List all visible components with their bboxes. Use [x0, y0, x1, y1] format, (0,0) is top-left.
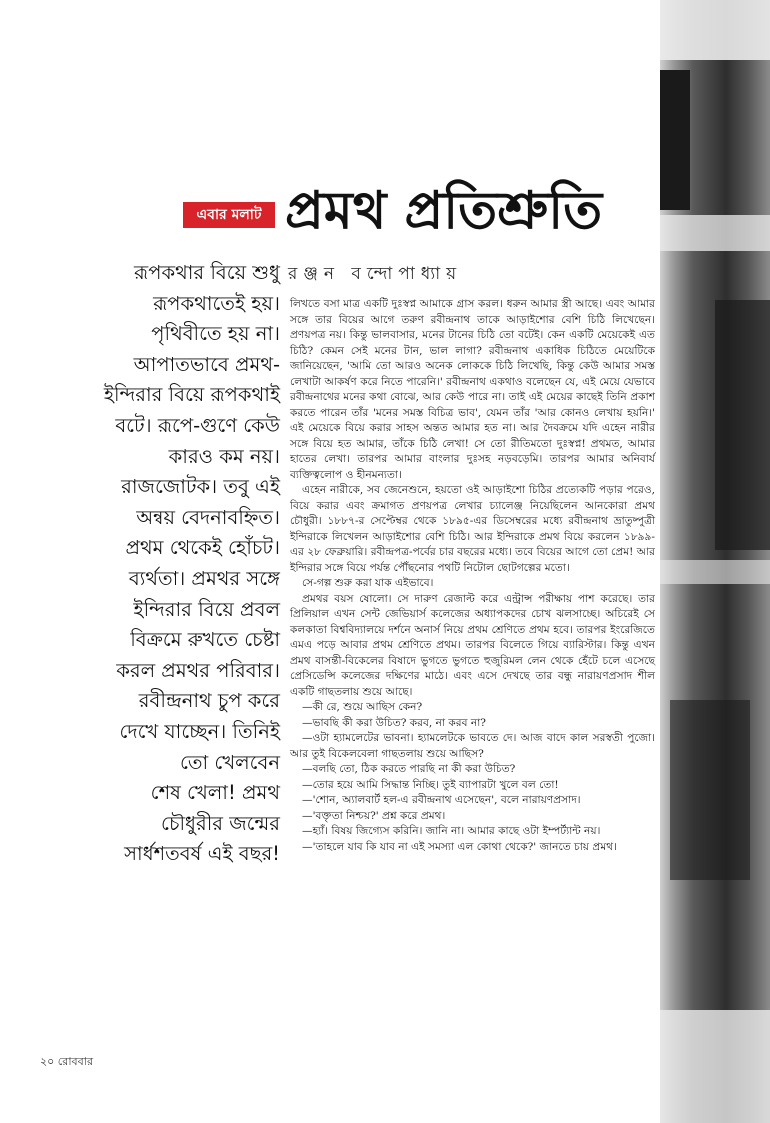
- dialogue-line: —হ্যাঁ। বিষয় জিগ্যেস করিনি। জানি না। আমার কাছে ওটা ইম্পর্ট্যান্ট নয়।: [302, 825, 601, 837]
- pullquote-line: রবীন্দ্রনাথ চুপ করে: [138, 689, 280, 713]
- pullquote-line: চৌধুরীর জন্মের: [161, 811, 280, 835]
- pullquote: [40, 258, 280, 870]
- headline: প্রমথ প্রতিশ্রুতি: [285, 181, 603, 241]
- dialogue-line: —'বক্তৃতা নিশ্চয়?' প্রশ্ন করে প্রমথ।: [302, 809, 446, 822]
- photo-band: [660, 215, 770, 251]
- pullquote-line: তো খেলবেন: [180, 750, 280, 774]
- body-paragraph: প্রমথর বয়স ষোলো। সে দারুণ রেজাল্ট করে এন্ট্রান্স পরীক্ষায় পাশ করেছে। তার প্রিলিয়াল এখন সেন্ট জেভিয়ার্স কলেজের অধ্যাপকদের চোখ ঝলসাচ্ছে। অচিরেই সে কলকাতা বিশ্ববিদ্যালয়ে দর্শনে অনার্স নিয়ে প্রথম শ্রেণিতে প্রথম হবে। তারপর ইংরেজিতে এমএ পড়ে আবার প্রথম শ্রেণিতে প্রথম। তারপর বিলেতে গিয়ে ব্যারিস্টার। কিন্তু এখন প্রমথ বাসন্তী-বিকেলের বিষাদে ভুগতে ভুগতে হুজুরিমল লেন থেকে হেঁটে চলে এসেছে প্রেসিডেন্সি কলেজের দক্ষিণের মাঠে। এবং এসে দেখছে তার বন্ধু নারায়ণপ্রসাদ শীল একটি গাছতলায় শুয়ে আছে।: [290, 592, 655, 698]
- pullquote-line: রাজজোটক। তবু এই: [121, 475, 280, 499]
- photo-shadow: [660, 70, 690, 210]
- pullquote-line: রূপকথার বিয়ে শুধু: [134, 261, 280, 284]
- photo-band: [660, 1010, 770, 1123]
- pullquote-line: দেখে যাচ্ছেন। তিনিই: [119, 719, 280, 743]
- pullquote-line: সার্ধশতবর্ষ এই বছর!: [124, 842, 280, 866]
- photo-shadow: [715, 300, 770, 550]
- article-body: [290, 297, 655, 855]
- pullquote-line: পৃথিবীতে হয় না।: [151, 322, 280, 346]
- photo-band: [660, 0, 770, 60]
- section-tag: এবার মলাট: [183, 202, 275, 228]
- pullquote-line: বটে। রূপে-গুণে কেউ: [115, 413, 280, 437]
- dialogue-line: —তোর হয়ে আমি সিদ্ধান্ত নিচ্ছি। তুই ব্যাপারটা খুলে বল তো!: [302, 778, 559, 791]
- pullquote-line: আপাতভাবে প্রমথ-: [133, 352, 280, 376]
- dialogue-line: —ভাবছি কী করা উচিত? করব, না করব না?: [302, 716, 486, 729]
- dialogue-line: —'তাহলে যাব কি যাব না এই সমস্যা এল কোথা থেকে?' জানতে চায় প্রমথ।: [302, 840, 617, 853]
- pullquote-line: কারও কম নয়।: [168, 444, 280, 468]
- byline: রঞ্জন বন্দোপাধ্যায়: [288, 264, 463, 284]
- pullquote-line: অন্বয় বেদনাবহ্নিত।: [136, 505, 280, 529]
- dialogue-line: —বলছি তো, ঠিক করতে পারছি না কী করা উচিত?: [302, 763, 516, 775]
- dialogue-line: —কী রে, শুয়ে আছিস কেন?: [302, 701, 423, 713]
- photo-shadow: [670, 700, 750, 880]
- pullquote-line: রূপকথাতেই হয়।: [153, 291, 280, 315]
- photo-band: [660, 560, 770, 584]
- pullquote-line: ইন্দিরার বিয়ে রূপকথাই: [103, 383, 280, 407]
- pullquote-line: বিক্রমে রুখতে চেষ্টা: [130, 628, 280, 652]
- dialogue-line: —ওটা হ্যামলেটের ভাবনা। হ্যামলেটকে ভাবতে দে। আজ বাদে কাল সরস্বতী পুজো। আর তুই বিকেলবেলা গাছতলায় শুয়ে আছিস?: [290, 732, 655, 760]
- body-paragraph: লিখতে বসা মাত্র একটি দুঃস্বপ্ন আমাকে গ্রাস করল। ধরুন আমার স্ত্রী আছে। এবং আমার সঙ্গে তার বিয়ের আগে তরুণ রবীন্দ্রনাথ তাকে আড়াইশোর বেশি চিঠি লিখেছেন। প্রণয়পত্র নয়। কিন্তু ভালবাসার, মনের টানের চিঠি তো বটেই। কেন একটি মেয়েকেই এত চিঠি? কেমন সেই মনের টান, ভাল লাগা? রবীন্দ্রনাথ একাধিক চিঠিতে মেয়েটিকে জানিয়েছেন, 'আমি তো আরও অনেক লোককে চিঠি লিখেছি, কিন্তু কেউ আমার সমস্ত লেখাটা আকর্ষণ করে নিতে পারেনি।' রবীন্দ্রনাথ একথাও বলেছেন যে, এই মেয়ে যেভাবে রবীন্দ্রনাথের মনের কথা বোঝে, আর কেউ পারে না। তাই এই মেয়ের কাছেই তিনি প্রকাশ করতে পারেন তাঁর 'মনের সমস্ত বিচিত্র ভাব', যেমন তাঁর 'আর কোনও লেখায় হয়নি।' এই মেয়েকে বিয়ে করার সাহস অন্তত আমার হত না। আর দৈবক্রমে যদি এহেন নারীর সঙ্গে বিয়ে হত আমার, তাঁকে চিঠি লেখা! সে তো রীতিমতো দুঃস্বপ্ন! প্রথমত, আমার হাতের লেখা। তারপর আমার বাংলার দুঃসহ নড়বড়েমি। তারপর আমার অনিবার্য ব্যক্তিত্বলোপ ও হীনমন্যতা।: [290, 298, 655, 481]
- pullquote-line: করল প্রমথর পরিবার।: [116, 658, 280, 682]
- body-paragraph: এহেন নারীকে, সব জেনেশুনে, হয়তো ওই আড়াইশো চিঠির প্রত্যেকটি পড়ার পরেও, বিয়ে করার এবং ক্রমাগত প্রণয়পত্র লেখার চ্যালেঞ্জ নিয়েছিলেন আনকোরা প্রমথ চৌধুরী। ১৮৮৭-র সেপ্টেম্বর থেকে ১৮৯৫-এর ডিসেম্বরের মধ্যে রবীন্দ্রনাথ ভ্রাতুষ্পুত্রী ইন্দিরাকে লিখেলন আড়াইশোর বেশি চিঠি। আর ইন্দিরাকে প্রমথ বিয়ে করলেন ১৮৯৯-এর ২৮ ফেব্রুয়ারি। রবীন্দ্রপত্র-পর্বের চার বছরের মধ্যে। তবে বিয়ের আগে তো প্রেম! আর ইন্দিরার সঙ্গে বিয়ে পর্যন্ত পৌঁছনোর পথটি নিটোল ছোটগল্পের মতো।: [290, 484, 655, 574]
- pullquote-line: প্রথম থেকেই হোঁচট।: [125, 536, 280, 560]
- body-paragraph: সে-গল্প শুরু করা যাক এইভাবে।: [302, 577, 434, 589]
- dialogue-line: —'শোন, অ্যালবার্ট হল-এ রবীন্দ্রনাথ এসেছেন', বলে নারায়ণপ্রসাদ।: [302, 794, 581, 806]
- pullquote-line: শেষ খেলা! প্রমথ: [150, 781, 280, 805]
- page-folio: ২০ রোববার: [40, 1055, 93, 1068]
- side-photo: [660, 0, 770, 1123]
- pullquote-line: ইন্দিরার বিয়ে প্রবল: [133, 597, 280, 621]
- pullquote-line: ব্যর্থতা। প্রমথর সঙ্গে: [128, 566, 280, 590]
